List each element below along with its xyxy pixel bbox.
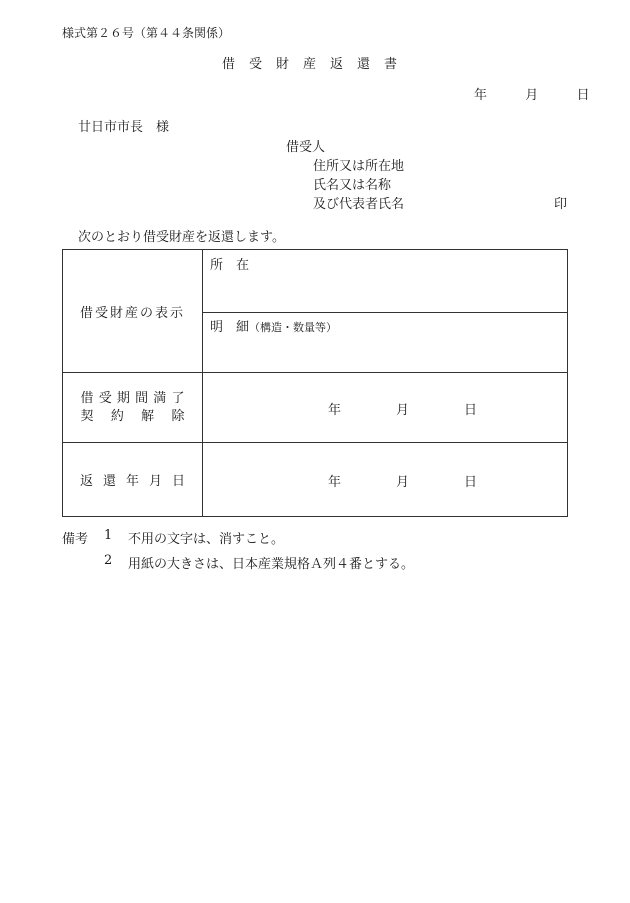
addressee: 廿日市市長 様 xyxy=(78,120,170,135)
date-month: 月 xyxy=(525,88,539,103)
location-label: 所 在 xyxy=(210,258,250,273)
period-month: 月 xyxy=(396,402,410,418)
period-day: 日 xyxy=(464,402,478,418)
return-date-cell[interactable] xyxy=(203,443,568,517)
return-date-label-cell xyxy=(63,443,203,517)
period-year: 年 xyxy=(328,402,342,418)
return-date-label: 返還年月日 xyxy=(79,474,195,489)
note-2-number: 2 xyxy=(104,553,113,568)
return-year: 年 xyxy=(328,474,342,490)
property-label: 借受財産の表示 xyxy=(79,305,185,321)
details-note: （構造・数量等） xyxy=(249,321,338,334)
date-day: 日 xyxy=(576,88,590,103)
return-month: 月 xyxy=(396,474,410,490)
notes-heading: 備考 xyxy=(62,532,89,547)
property-label-cell xyxy=(63,250,203,373)
period-label-cell xyxy=(63,373,203,443)
period-label-1: 借受期間満了 xyxy=(80,390,185,406)
representative-label: 及び代表者氏名 xyxy=(313,197,405,212)
form-number: 様式第２６号（第４４条関係） xyxy=(62,26,231,40)
note-2-text: 用紙の大きさは、日本産業規格Ａ列４番とする。 xyxy=(128,557,415,572)
details-cell[interactable] xyxy=(203,313,568,373)
name-label: 氏名又は名称 xyxy=(313,178,392,193)
applicant-heading: 借受人 xyxy=(286,140,326,155)
document-title: 借受財産返還書 xyxy=(222,57,412,72)
return-day: 日 xyxy=(464,474,478,490)
date-year: 年 xyxy=(474,88,488,103)
note-1-text: 不用の文字は、消すこと。 xyxy=(128,532,285,547)
period-label-2: 契約解除 xyxy=(80,408,185,424)
details-label: 明 細 xyxy=(210,320,250,335)
return-form-table xyxy=(62,249,568,517)
period-date-cell[interactable] xyxy=(203,373,568,443)
location-cell[interactable] xyxy=(203,250,568,313)
seal-mark: 印 xyxy=(554,197,568,212)
date-line xyxy=(474,84,590,103)
intro-text: 次のとおり借受財産を返還します。 xyxy=(78,230,285,245)
note-1-number: 1 xyxy=(104,528,113,543)
address-label: 住所又は所在地 xyxy=(313,159,405,174)
